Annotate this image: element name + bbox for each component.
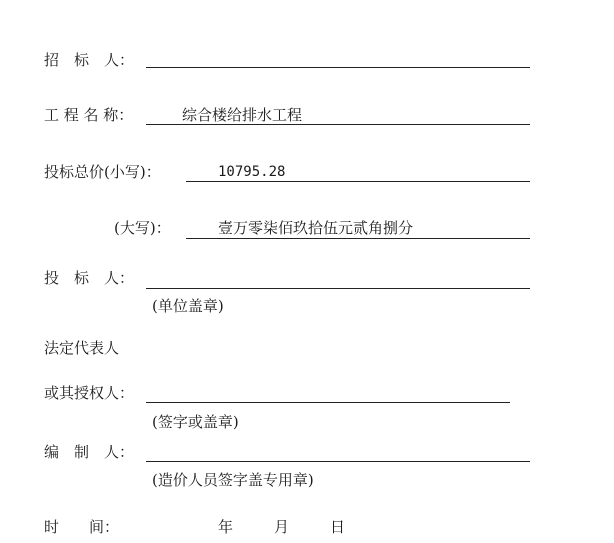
project-name-label: 工 程 名 称： [44, 106, 134, 124]
bid-total-small-label: 投标总价(小写)： [44, 163, 161, 181]
day-label: 日 [330, 518, 346, 536]
year-label: 年 [218, 518, 234, 536]
authorized-person-field-line[interactable] [146, 402, 510, 403]
authorized-signature-note: (签字或盖章) [152, 413, 239, 431]
bid-total-small-value: 10795.28 [218, 164, 286, 180]
bid-total-big-field-line[interactable] [186, 238, 530, 239]
compiler-field-line[interactable] [146, 461, 530, 462]
bidder-field-line[interactable] [146, 288, 530, 289]
time-label: 时 间： [44, 518, 120, 536]
legal-representative-label: 法定代表人 [44, 339, 120, 357]
authorized-person-label: 或其授权人： [44, 384, 135, 402]
bidder-seal-note: (单位盖章) [152, 297, 224, 315]
bid-total-big-label: (大写)： [114, 219, 171, 237]
tenderer-field-line[interactable] [146, 67, 530, 68]
tenderer-label: 招 标 人： [44, 51, 135, 69]
bidder-label: 投 标 人： [44, 269, 135, 287]
compiler-label: 编 制 人： [44, 443, 135, 461]
month-label: 月 [274, 518, 290, 536]
bid-total-big-value: 壹万零柒佰玖拾伍元贰角捌分 [218, 219, 414, 237]
project-name-value: 综合楼给排水工程 [182, 106, 303, 124]
compiler-seal-note: (造价人员签字盖专用章) [152, 471, 314, 489]
